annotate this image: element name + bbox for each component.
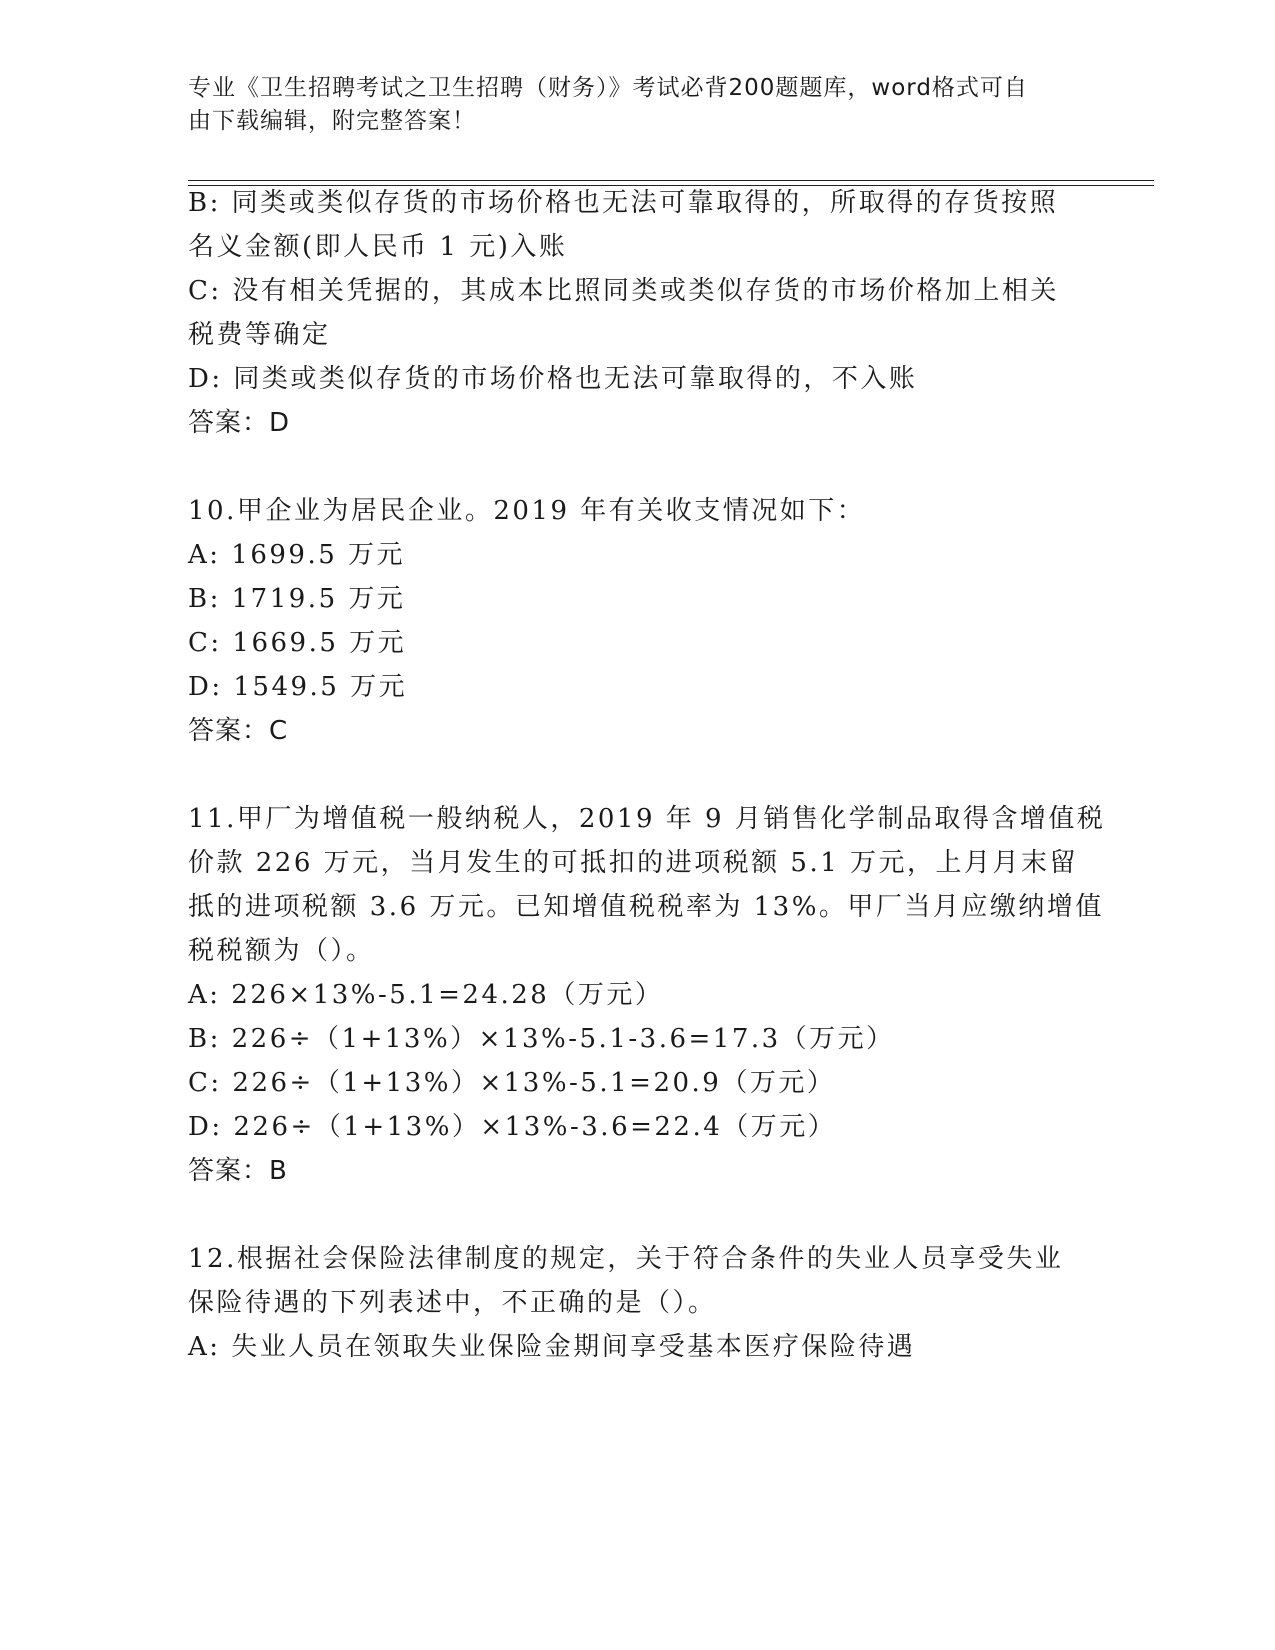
q11-stem-line-4: 税税额为（）。 [188, 936, 375, 966]
q9-option-c-line-1: C: 没有相关凭据的，其成本比照同类或类似存货的市场价格加上相关 [188, 276, 1059, 306]
q9-answer: 答案：D [188, 408, 291, 438]
q11-stem-line-2: 价款 226 万元，当月发生的可抵扣的进项税额 5.1 万元，上月月末留 [188, 848, 1079, 878]
q10-option-d: D: 1549.5 万元 [188, 672, 408, 702]
q11-stem-line-3: 抵的进项税额 3.6 万元。已知增值税税率为 13%。甲厂当月应缴纳增值 [188, 892, 1104, 922]
q11-option-a: A: 226×13%-5.1=24.28（万元） [188, 980, 664, 1010]
q10-answer: 答案：C [188, 716, 289, 746]
q9-option-b-line-2: 名义金额(即人民币 1 元)入账 [188, 232, 568, 262]
q10-stem: 10.甲企业为居民企业。2019 年有关收支情况如下： [188, 496, 866, 526]
q11-stem-line-1: 11.甲厂为增值税一般纳税人，2019 年 9 月销售化学制品取得含增值税 [188, 804, 1106, 834]
q12-option-a: A: 失业人员在领取失业保险金期间享受基本医疗保险待遇 [188, 1332, 916, 1362]
q12-stem-line-2: 保险待遇的下列表述中，不正确的是（）。 [188, 1288, 717, 1318]
document-header [188, 72, 1088, 138]
header-title-line-2: 由下载编辑，附完整答案！ [188, 108, 476, 134]
q9-option-d: D: 同类或类似存货的市场价格也无法可靠取得的，不入账 [188, 364, 918, 394]
q10-option-b: B: 1719.5 万元 [188, 584, 406, 614]
q11-answer: 答案：B [188, 1156, 288, 1186]
q10-option-a: A: 1699.5 万元 [188, 540, 406, 570]
q11-option-c: C: 226÷（1+13%）×13%-5.1=20.9（万元） [188, 1068, 836, 1098]
q9-option-c-line-2: 税费等确定 [188, 320, 331, 350]
q9-option-b-line-1: B: 同类或类似存货的市场价格也无法可靠取得的，所取得的存货按照 [188, 188, 1059, 218]
q11-option-d: D: 226÷（1+13%）×13%-3.6=22.4（万元） [188, 1112, 837, 1142]
q11-option-b: B: 226÷（1+13%）×13%-5.1-3.6=17.3（万元） [188, 1024, 895, 1054]
header-title-line-1: 专业《卫生招聘考试之卫生招聘（财务）》考试必背200题题库，word格式可自 [188, 75, 1028, 101]
q10-option-c: C: 1669.5 万元 [188, 628, 407, 658]
q12-stem-line-1: 12.根据社会保险法律制度的规定，关于符合条件的失业人员享受失业 [188, 1244, 1064, 1274]
